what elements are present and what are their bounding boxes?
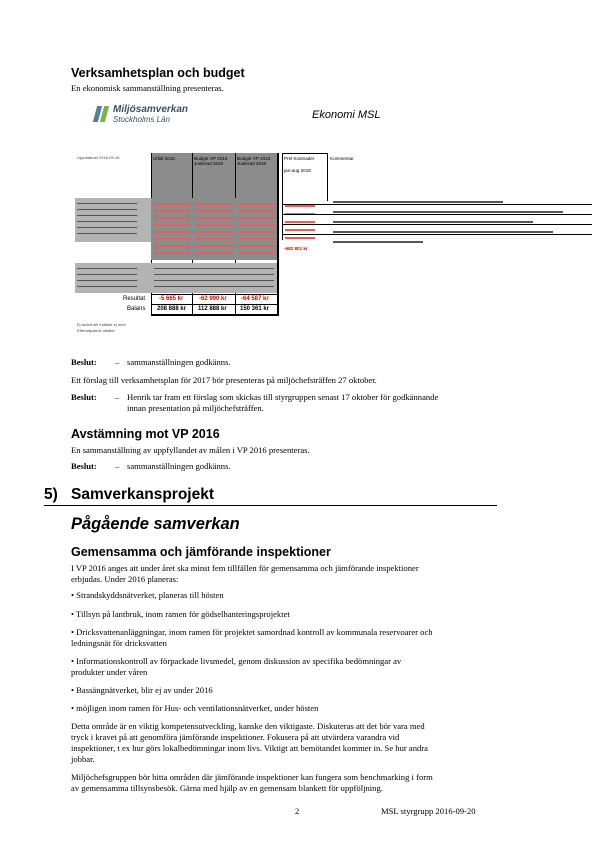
balance-label: Balans (127, 306, 146, 312)
section-5-number: 5) (44, 486, 58, 503)
list-item: • Bassängnätverket, blir ej av under 2016 (71, 685, 213, 695)
list-item: • Strandskyddsnätverket, planeras till hösten (71, 590, 224, 600)
list-item: • Dricksvattenanläggningar, inom ramen för projektet samordnad kontroll av kommunala reservoarer och (71, 627, 433, 637)
section-title-vp2016: Avstämning mot VP 2016 (71, 427, 220, 441)
decision-3: Beslut: – sammanställningen godkänns. (71, 461, 231, 471)
section-5-title: Samverkansprojekt (71, 486, 215, 503)
section-title-budget: Verksamhetsplan och budget (71, 66, 245, 80)
budget-intro: En ekonomisk sammanställning presenteras. (71, 83, 224, 93)
budget-spreadsheet-image: Miljösamverkan Stockholms Län Ekonomi MSL Uppdaterad 2016-09-15 Utfall 2016 Budget VP 2016 Justerad 2016 Budget VP 2016 Justerad 2016 Prel Kostnader jan-aug 2016 Kommentar -682 801 kr Resultat -5 665 kr -62 990 kr -64 587 kr Balans 208 888 kr 112 888 kr 150 361 kr Ej skrivit allt Intäkter ej med Eftersläpande utfallet (71, 100, 595, 350)
page-number: 2 (295, 806, 300, 816)
decision-1: Beslut: – sammanställningen godkänns. (71, 357, 231, 367)
list-item: • Informationskontroll av förpackade livsmedel, genom diskussion av specifika bedömningar av (71, 656, 402, 666)
results-label: Resultat (123, 296, 146, 302)
list-item: • Tillsyn på lantbruk, inom ramen för gödselhanteringsprojektet (71, 609, 290, 619)
decision-2: Beslut: – Henrik tar fram ett förslag som skickas till styrgruppen senast 17 oktober för godkännande (71, 392, 439, 402)
section-divider (44, 505, 497, 506)
date-label: Uppdaterad 2016-09-15 (77, 155, 120, 160)
footer-doc-name: MSL styrgrupp 2016-09-20 (381, 806, 476, 816)
inspections-title: Gemensamma och jämförande inspektioner (71, 545, 331, 559)
extra-total: -682 801 kr (284, 246, 308, 251)
vp2016-intro: En sammanställning av uppfyllandet av målen i VP 2016 presenteras. (71, 445, 310, 455)
subsection-title: Pågående samverkan (71, 515, 240, 533)
logo-text: Miljösamverkan (113, 104, 189, 115)
list-item: • möjligen inom ramen för Hus- och ventilationsnätverket, under hösten (71, 703, 319, 713)
logo-subtext: Stockholms Län (113, 115, 170, 124)
image-title: Ekonomi MSL (312, 109, 381, 121)
vp2017-paragraph: Ett förslag till verksamhetsplan för 2017 bör presenteras på miljöchefsträffen 27 oktober. (71, 375, 377, 385)
